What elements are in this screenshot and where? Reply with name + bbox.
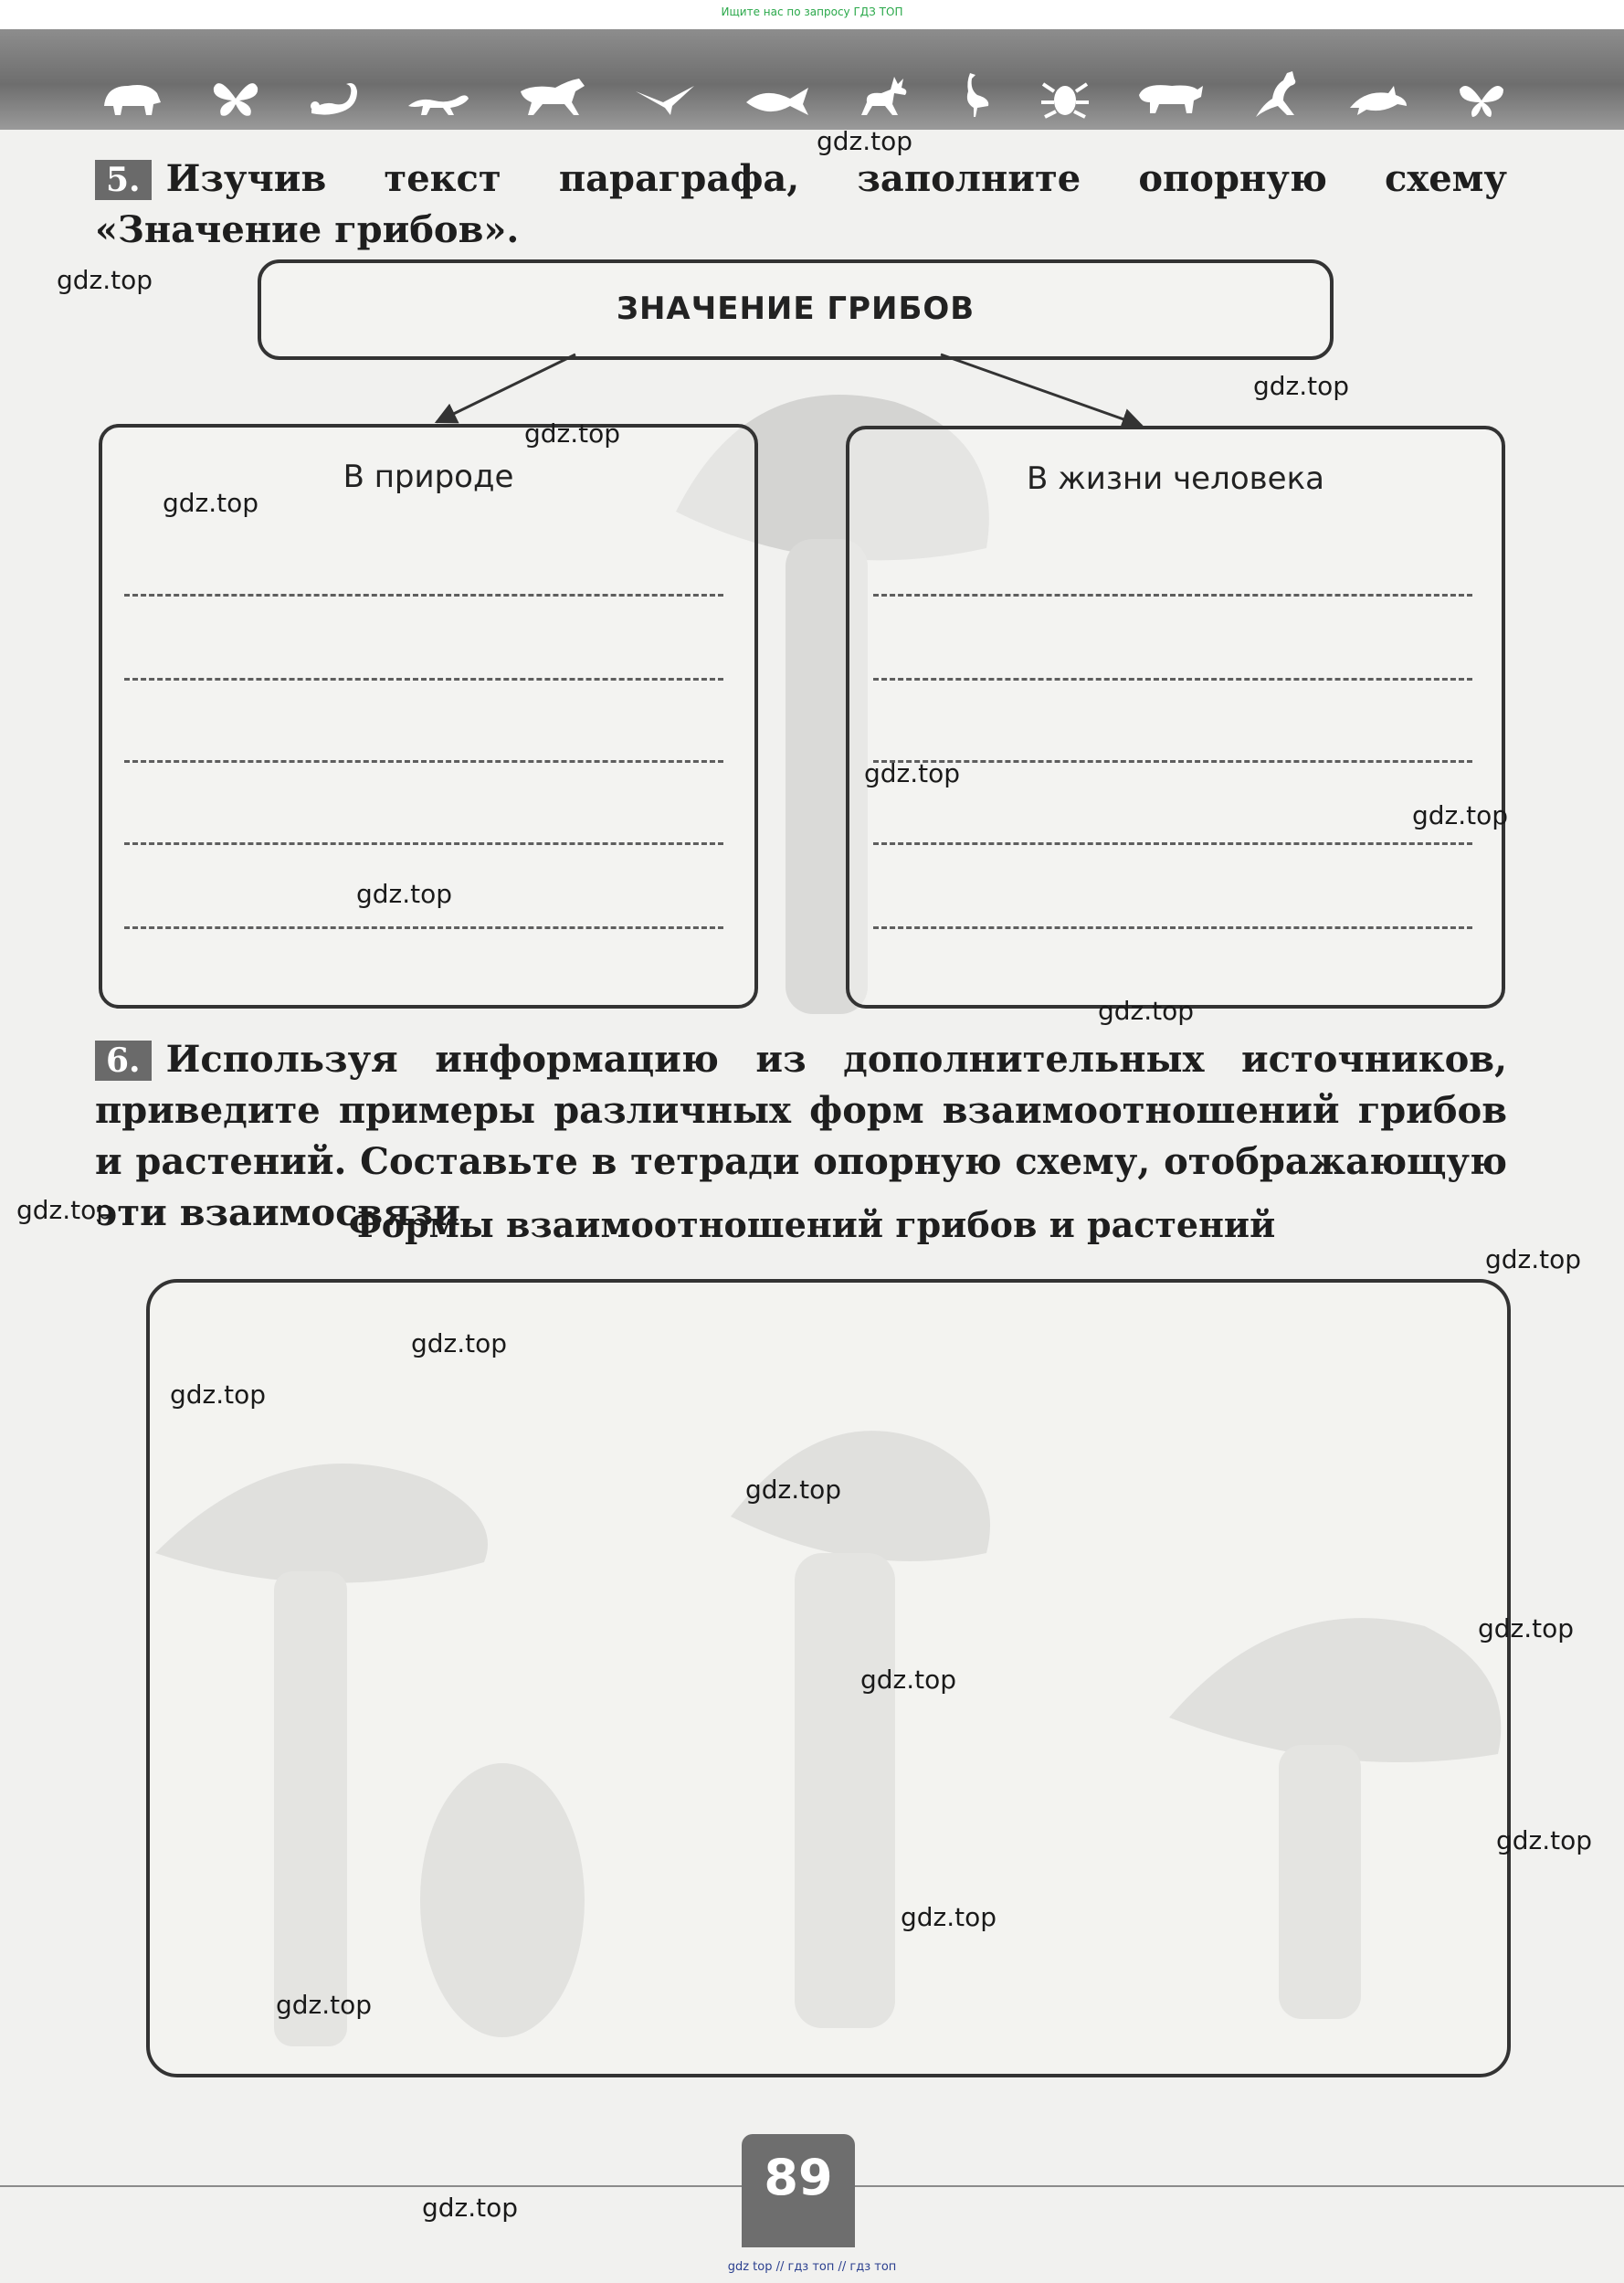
nature-box-title: В природе	[343, 459, 514, 495]
answer-line[interactable]	[124, 678, 723, 681]
watermark: gdz.top	[57, 265, 153, 295]
answer-line[interactable]	[873, 594, 1472, 597]
watermark: gdz.top	[1412, 800, 1509, 830]
watermark: gdz.top	[860, 1665, 957, 1695]
watermark: gdz.top	[1478, 1613, 1575, 1644]
answer-line[interactable]	[124, 842, 723, 845]
answer-line[interactable]	[873, 926, 1472, 929]
watermark: gdz.top	[1496, 1825, 1593, 1855]
top-note: Ищите нас по запросу ГДЗ ТОП	[721, 5, 903, 18]
watermark: gdz.top	[1098, 996, 1195, 1026]
bottom-note: gdz top // гдз топ // гдз топ	[727, 2260, 897, 2274]
task-6-subheading: Формы взаимоотношений грибов и растений	[348, 1204, 1276, 1245]
watermark: gdz.top	[864, 758, 961, 788]
answer-line[interactable]	[124, 926, 723, 929]
watermark: gdz.top	[901, 1902, 997, 1932]
task-5-number: 5.	[95, 160, 152, 200]
task-6-number: 6.	[95, 1041, 152, 1081]
answer-line[interactable]	[124, 594, 723, 597]
answer-line[interactable]	[124, 760, 723, 763]
page-number: 89	[764, 2149, 833, 2206]
watermark: gdz.top	[163, 488, 259, 518]
human-life-box	[846, 426, 1505, 1009]
answer-line[interactable]	[873, 760, 1472, 763]
watermark: gdz.top	[422, 2193, 519, 2223]
watermark: gdz.top	[16, 1195, 113, 1225]
diagram-title: ЗНАЧЕНИЕ ГРИБОВ	[616, 291, 975, 327]
answer-line[interactable]	[873, 678, 1472, 681]
watermark: gdz.top	[745, 1474, 842, 1505]
watermark: gdz.top	[170, 1379, 267, 1410]
watermark: gdz.top	[411, 1328, 508, 1358]
watermark: gdz.top	[276, 1990, 373, 2020]
arrow-to-human	[941, 354, 1142, 426]
watermark: gdz.top	[817, 126, 913, 156]
relationships-answer-box[interactable]	[146, 1279, 1511, 2077]
watermark: gdz.top	[356, 879, 453, 909]
arrow-to-nature	[437, 354, 575, 422]
watermark: gdz.top	[524, 418, 621, 449]
human-life-box-title: В жизни человека	[1027, 460, 1324, 497]
task-6-text: Используя информацию из дополнительных источников, приведите примеры различных форм взаимоотношений грибов и растений. Составьте в тетради опорную схему, отображающую эти взаимосвязи.	[95, 1038, 1507, 1234]
watermark: gdz.top	[1253, 371, 1350, 401]
watermark: gdz.top	[1485, 1244, 1582, 1274]
answer-line[interactable]	[873, 842, 1472, 845]
task-5-text: Изучив текст параграфа, заполните опорную схему «Значение грибов».	[95, 157, 1507, 251]
diagram-arrows	[0, 0, 1624, 475]
